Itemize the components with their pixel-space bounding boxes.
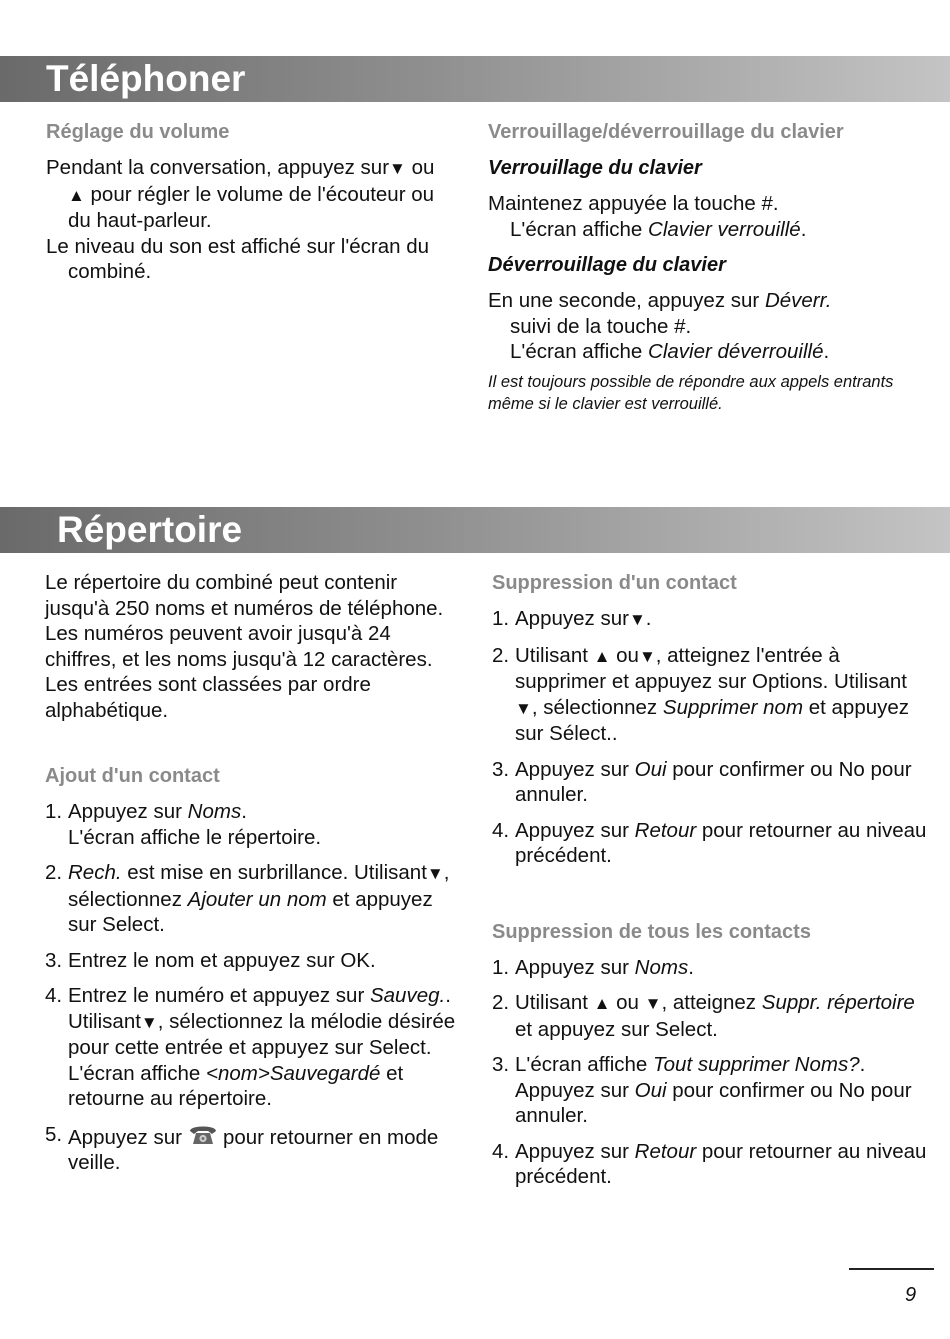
up-arrow-icon: ▲ [68,185,85,205]
phone-handset-icon [186,1122,220,1148]
down-arrow-icon: ▼ [426,864,444,883]
unlock-paragraph-2: suivi de la touche #. [510,314,692,338]
delete-contact-steps [492,606,932,869]
list-item: 3. L'écran affiche Tout supprimer Noms?. Appuyez sur Oui pour confirmer ou No pour annuler. [492,1053,912,1127]
delete-contact-heading: Suppression d'un contact [492,572,737,594]
list-item: 2. Utilisant ▲ ou ▼, atteignez Suppr. répertoire et appuyez sur Select. [492,991,915,1041]
list-item: 4. Appuyez sur Retour pour retourner au niveau précédent. [492,1139,927,1188]
delete-all-heading: Suppression de tous les contacts [492,920,811,943]
page-number: 9 [905,1284,917,1306]
delete-all-steps [492,955,932,1190]
list-item: 1. Appuyez sur Noms. [492,955,694,979]
repertoire-left-column [45,570,465,1186]
unlock-paragraph-1: En une seconde, appuyez sur Déverr. [488,289,832,312]
footer-rule [849,1268,934,1270]
volume-paragraph-2: Le niveau du son est affiché sur l'écran du combiné. [46,234,430,283]
volume-paragraph-1: Pendant la conversation, appuyez sur▼ ou ▲ pour régler le volume de l'écouteur ou du haut-parleur. [46,156,435,232]
list-item: 4. Entrez le numéro et appuyez sur Sauveg.. Utilisant▼, sélectionnez la mélodie désirée pour cette entrée et appuyez sur Select. L'écran affiche <nom>Sauvegardé et retourne au répertoire. [45,984,456,1110]
list-item: 5. Appuyez sur pour retourner en mode veille. [45,1122,439,1174]
add-contact-heading: Ajout d'un contact [45,765,220,787]
section-title-repertoire: Répertoire [0,507,950,553]
lock-heading: Verrouillage du clavier [488,157,702,179]
list-item: 2. Utilisant ▲ ou▼, atteignez l'entrée à supprimer et appuyez sur Options. Utilisant ▼, sélectionnez Supprimer nom et appuyez sur Sélect.. [492,643,910,745]
up-arrow-icon: ▲ [593,994,611,1013]
list-item: 1. Appuyez sur Noms. L'écran affiche le répertoire. [45,800,322,849]
down-arrow-icon: ▼ [644,994,662,1013]
add-contact-steps [45,799,465,1176]
keypad-note: Il est toujours possible de répondre aux appels entrants même si le clavier est verrouillé. [488,372,894,413]
repertoire-right-column [492,570,932,1200]
list-item: 3. Entrez le nom et appuyez sur OK. [45,948,376,972]
keypad-lock-section [488,119,928,415]
down-arrow-icon: ▼ [140,1012,158,1032]
down-arrow-icon: ▼ [389,159,406,178]
down-arrow-icon: ▼ [628,610,646,629]
volume-heading: Réglage du volume [46,121,230,143]
up-arrow-icon: ▲ [593,646,611,666]
lock-paragraph-2: L'écran affiche Clavier verrouillé. [510,217,807,241]
unlock-heading: Déverrouillage du clavier [488,254,726,276]
list-item: 3. Appuyez sur Oui pour confirmer ou No pour annuler. [492,757,912,806]
unlock-paragraph-3: L'écran affiche Clavier déverrouillé. [510,340,830,363]
section-title-telephoner: Téléphoner [0,56,950,102]
lock-paragraph-1: Maintenez appuyée la touche #. [488,192,779,215]
repertoire-intro: Le répertoire du combiné peut contenir jusqu'à 250 noms et numéros de téléphone. Les numéros peuvent avoir jusqu'à 24 chiffres, et les noms jusqu'à 12 caractères. Les entrées sont classées par ordre alphabétique. [45,571,444,722]
down-arrow-icon: ▼ [638,646,656,666]
list-item: 2. Rech. est mise en surbrillance. Utilisant▼, sélectionnez Ajouter un nom et appuyez sur Select. [45,861,450,936]
keypad-heading: Verrouillage/déverrouillage du clavier [488,121,844,143]
volume-section [46,119,456,285]
list-item: 1. Appuyez sur▼. [492,607,652,630]
down-arrow-icon: ▼ [515,698,532,718]
list-item: 4. Appuyez sur Retour pour retourner au niveau précédent. [492,818,927,867]
